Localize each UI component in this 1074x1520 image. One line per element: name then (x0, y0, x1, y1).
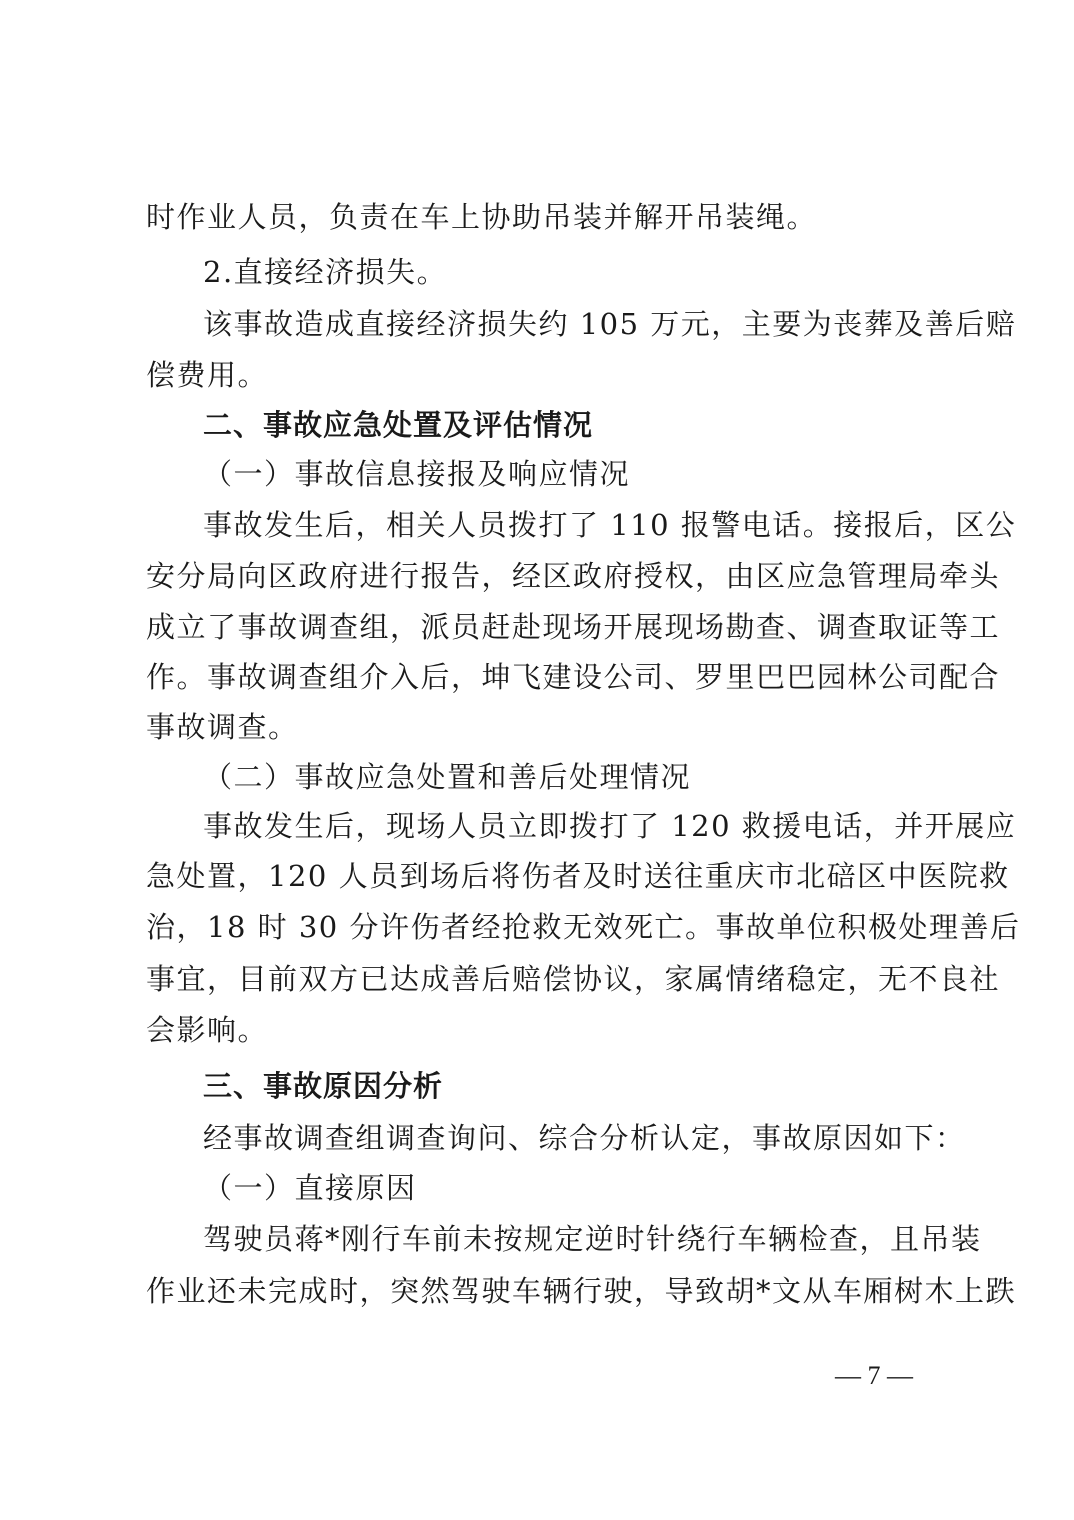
subsection-heading: （一）事故信息接报及响应情况 (203, 457, 631, 491)
paragraph-line: 事故发生后，现场人员立即拨打了 120 救援电话，并开展应 (203, 809, 1017, 843)
paragraph-line: 成立了事故调查组，派员赶赴现场开展现场勘查、调查取证等工 (146, 610, 1001, 644)
paragraph-line: 偿费用。 (146, 358, 269, 392)
paragraph-line: 作业还未完成时，突然驾驶车辆行驶，导致胡*文从车厢树木上跌 (146, 1274, 1017, 1308)
paragraph-line: 事故调查。 (146, 710, 299, 744)
paragraph-line: 时作业人员，负责在车上协助吊装并解开吊装绳。 (146, 200, 818, 234)
paragraph-line: 事宜，目前双方已达成善后赔偿协议，家属情绪稳定，无不良社 (146, 962, 1001, 996)
subsection-heading: （一）直接原因 (203, 1171, 417, 1205)
paragraph-line: 安分局向区政府进行报告，经区政府授权，由区应急管理局牵头 (146, 559, 1001, 593)
paragraph-line: 经事故调查组调查询问、综合分析认定，事故原因如下： (203, 1121, 966, 1155)
paragraph-line: 事故发生后，相关人员拨打了 110 报警电话。接报后，区公 (203, 508, 1017, 542)
paragraph-line: 该事故造成直接经济损失约 105 万元，主要为丧葬及善后赔 (203, 307, 1017, 341)
subsection-title: 2.直接经济损失。 (203, 255, 448, 289)
paragraph-line: 治，18 时 30 分许伤者经抢救无效死亡。事故单位积极处理善后 (146, 910, 1021, 944)
section-heading: 二、事故应急处置及评估情况 (203, 408, 594, 442)
paragraph-line: 急处置，120 人员到场后将伤者及时送往重庆市北碚区中医院救 (146, 859, 1010, 893)
paragraph-line: 会影响。 (146, 1013, 269, 1047)
section-heading: 三、事故原因分析 (203, 1069, 444, 1103)
paragraph-line: 驾驶员蒋*刚行车前未按规定逆时针绕行车辆检查，且吊装 (203, 1222, 982, 1256)
paragraph-line: 作。事故调查组介入后，坤飞建设公司、罗里巴巴园林公司配合 (146, 660, 1001, 694)
subsection-heading: （二）事故应急处置和善后处理情况 (203, 760, 692, 794)
page-number: — 7 — (835, 1361, 913, 1390)
